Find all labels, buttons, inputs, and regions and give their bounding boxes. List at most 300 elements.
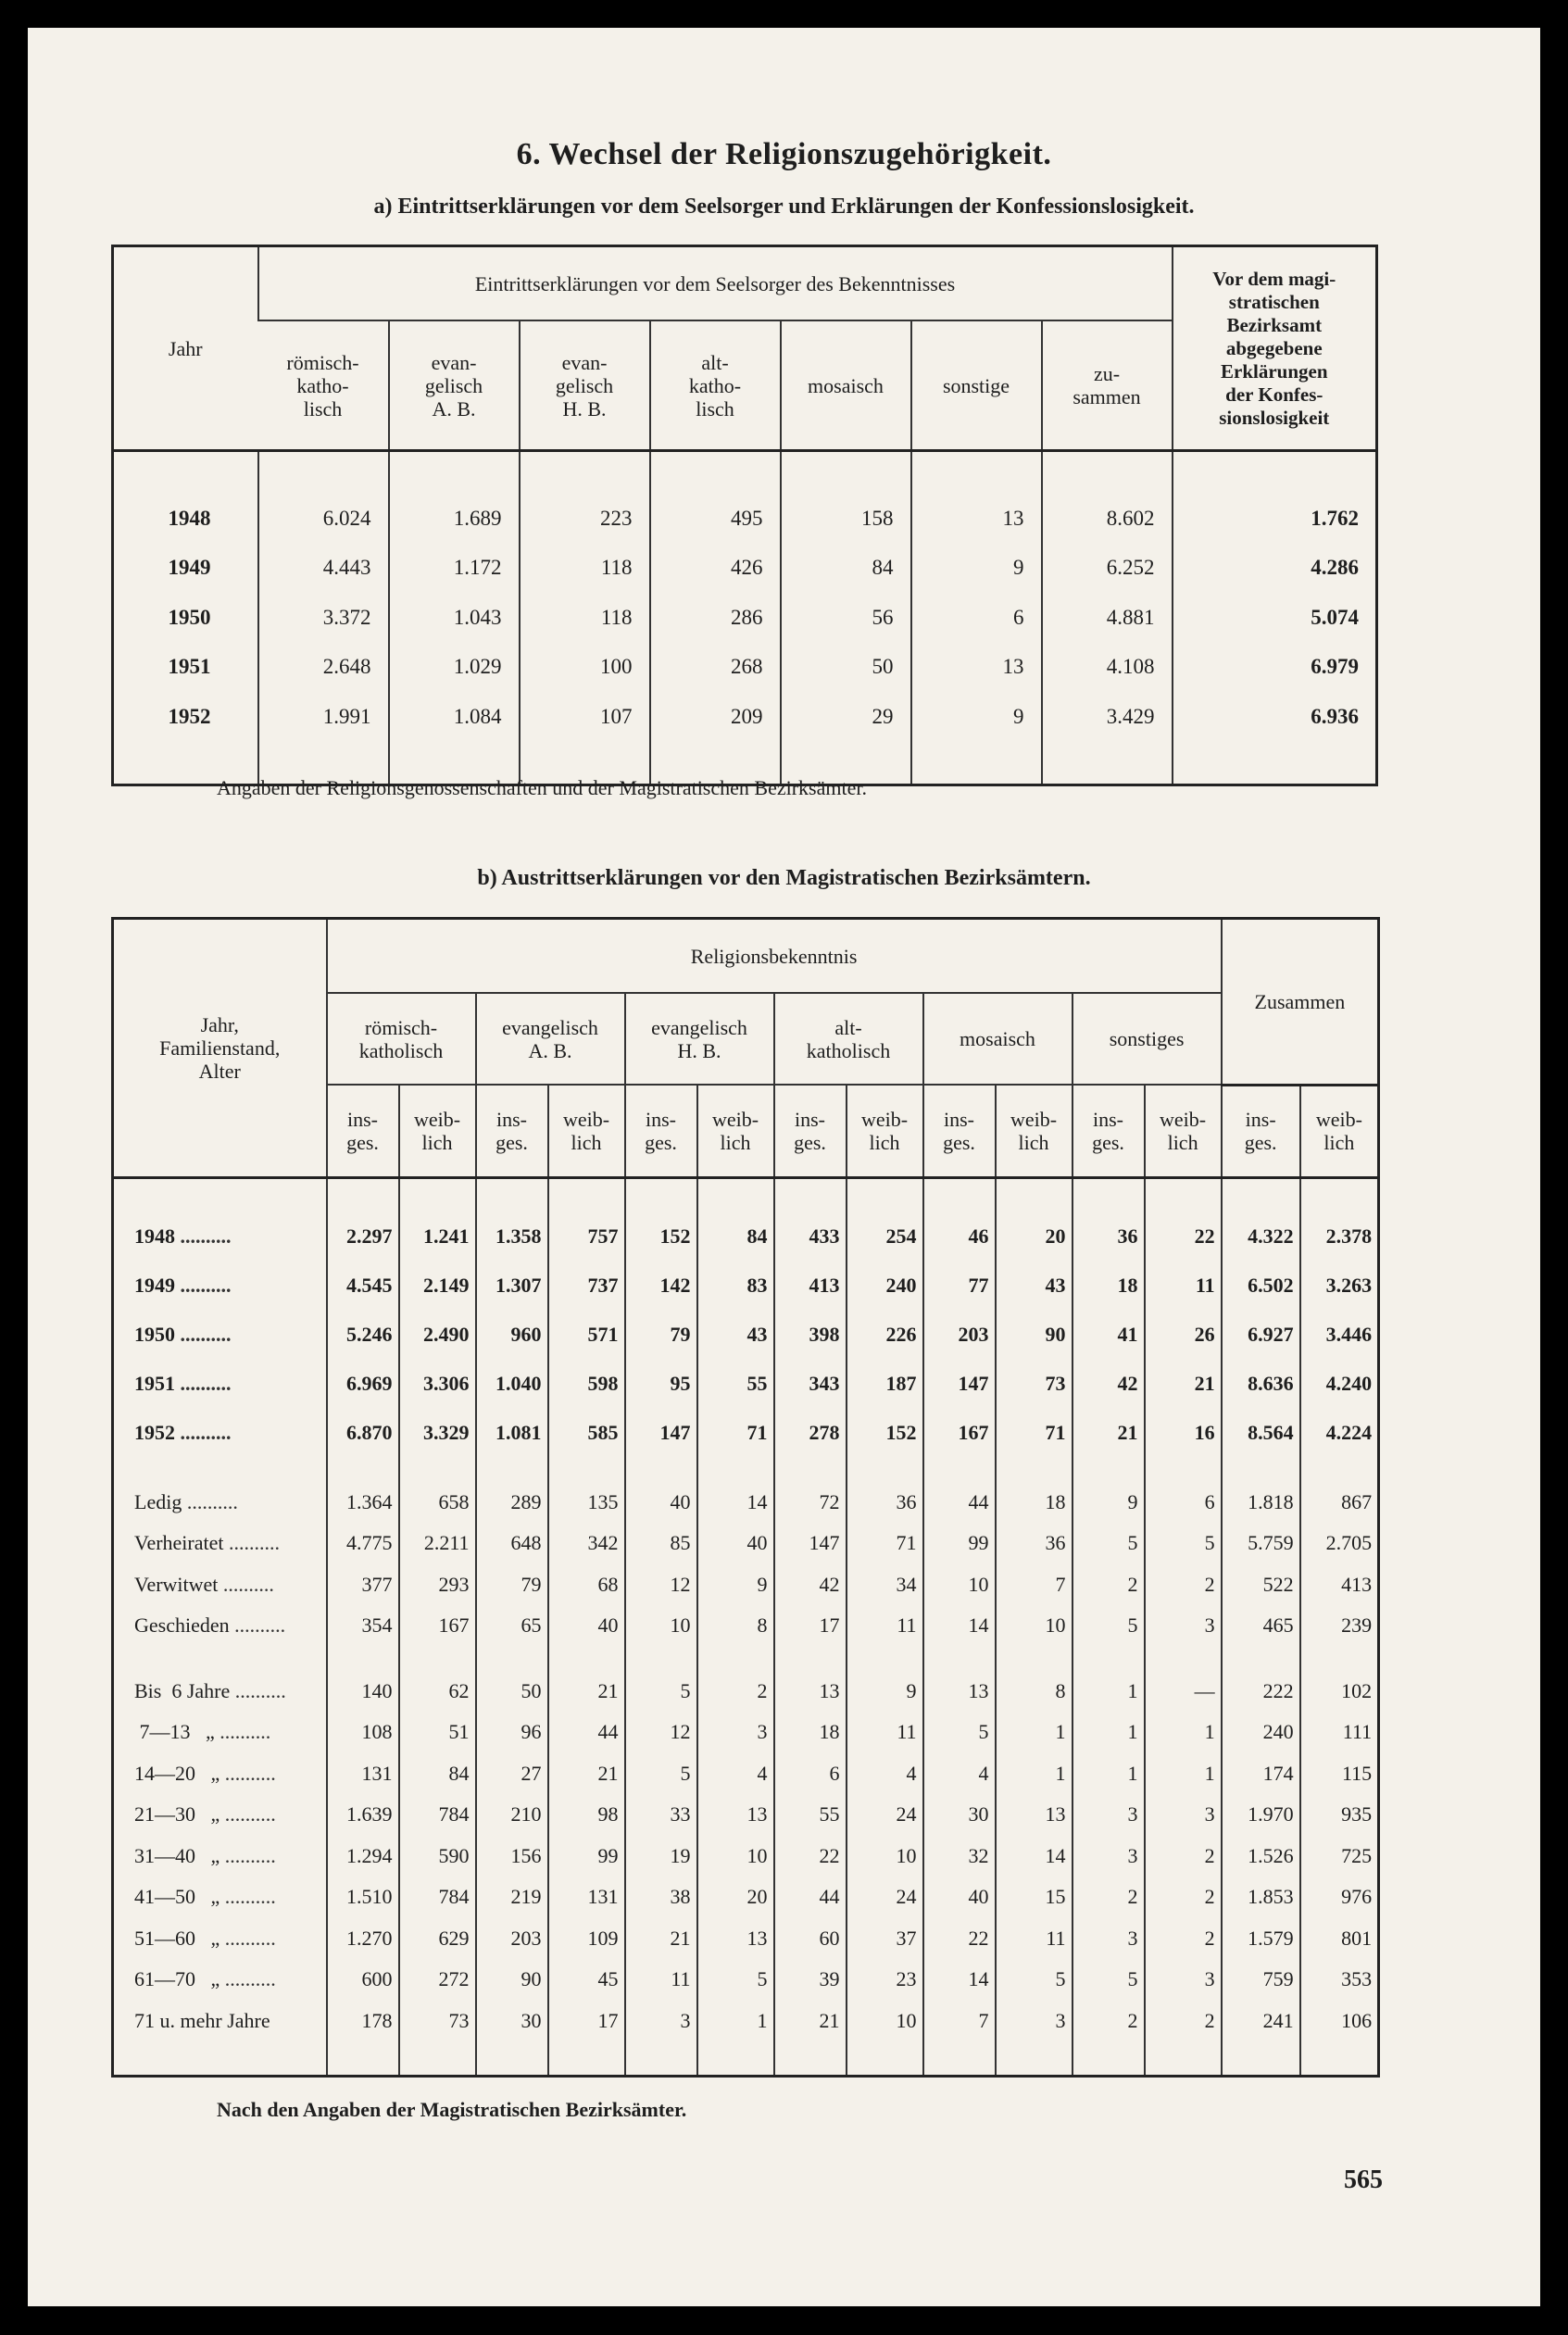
spacer-cell xyxy=(1222,1458,1300,1482)
header-line: Bezirksamt xyxy=(1226,313,1323,336)
header-line: Familienstand, xyxy=(159,1036,281,1060)
data-cell: 79 xyxy=(625,1311,697,1360)
data-cell: 2.648 xyxy=(258,643,389,693)
data-cell: 13 xyxy=(996,1794,1073,1836)
data-cell: 209 xyxy=(650,692,781,742)
data-cell: 17 xyxy=(774,1605,847,1647)
row-label xyxy=(113,1482,327,1524)
data-cell: 3 xyxy=(1145,1959,1222,2001)
row-label-text: 71 u. mehr Jahre xyxy=(134,2008,270,2032)
spacer-cell xyxy=(1073,1177,1145,1212)
data-cell: 12 xyxy=(625,1564,697,1606)
table-row xyxy=(113,1360,1379,1409)
data-cell: 4.443 xyxy=(258,544,389,594)
row-label-text: 1948 xyxy=(134,1224,175,1248)
header-line: lich xyxy=(421,1130,453,1154)
data-cell: 50 xyxy=(781,643,911,693)
row-label-text: Geschieden xyxy=(134,1613,230,1638)
spacer-cell xyxy=(1042,742,1173,785)
data-cell: 73 xyxy=(399,2001,476,2042)
data-cell: 77 xyxy=(923,1262,996,1311)
data-cell: 1.358 xyxy=(476,1212,548,1262)
leader-dots: .......... xyxy=(175,1224,232,1248)
data-cell: 22 xyxy=(923,1918,996,1960)
data-cell: 648 xyxy=(476,1523,548,1564)
data-cell: 40 xyxy=(923,1877,996,1918)
data-cell: 4.108 xyxy=(1042,643,1173,693)
spacer-cell xyxy=(847,1177,923,1212)
data-cell: 34 xyxy=(847,1564,923,1606)
table-row xyxy=(113,1523,1379,1564)
header-line: Jahr, xyxy=(200,1012,239,1036)
data-cell: 8.636 xyxy=(1222,1360,1300,1409)
data-cell: 14 xyxy=(697,1482,774,1524)
data-cell: 26 xyxy=(1145,1311,1222,1360)
data-cell: 3.446 xyxy=(1300,1311,1379,1360)
data-cell: 6.024 xyxy=(258,494,389,544)
data-cell: 590 xyxy=(399,1836,476,1877)
data-cell: 102 xyxy=(1300,1671,1379,1713)
table-b-group-col xyxy=(625,993,774,1085)
data-cell: 33 xyxy=(625,1794,697,1836)
table-b-group-col xyxy=(774,993,923,1085)
spacer-cell xyxy=(476,1458,548,1482)
spacer-cell xyxy=(697,1647,774,1671)
data-cell: 68 xyxy=(548,1564,625,1606)
data-cell: 85 xyxy=(625,1523,697,1564)
header-line: katho- xyxy=(688,373,742,397)
data-cell: 40 xyxy=(625,1482,697,1524)
data-cell: 135 xyxy=(548,1482,625,1524)
data-cell: 10 xyxy=(625,1605,697,1647)
spacer-cell xyxy=(1145,2041,1222,2077)
data-cell: 784 xyxy=(399,1877,476,1918)
data-cell: 11 xyxy=(996,1918,1073,1960)
row-label xyxy=(113,1212,327,1262)
data-cell: 1 xyxy=(1145,1712,1222,1753)
data-cell: 2.490 xyxy=(399,1311,476,1360)
data-cell: 6 xyxy=(1145,1482,1222,1524)
table-row xyxy=(113,2001,1379,2042)
data-cell: 13 xyxy=(911,494,1042,544)
table-row xyxy=(113,544,1377,594)
data-cell: 10 xyxy=(847,2001,923,2042)
spacer-cell xyxy=(327,1647,399,1671)
table-a-col-header xyxy=(781,320,911,451)
data-cell: 9 xyxy=(911,692,1042,742)
data-cell: 8 xyxy=(697,1605,774,1647)
data-cell: 433 xyxy=(774,1212,847,1262)
spacer-cell xyxy=(548,1177,625,1212)
data-cell: 44 xyxy=(923,1482,996,1524)
data-cell: 147 xyxy=(625,1409,697,1458)
data-cell: 3 xyxy=(697,1712,774,1753)
row-label xyxy=(113,1564,327,1606)
table-a-source: Angaben der Religionsgenossenschaften und der Magistratischen Bezirksämter. xyxy=(217,776,867,799)
data-cell: 71 xyxy=(847,1523,923,1564)
row-label-text: 1951 xyxy=(134,1372,175,1395)
data-cell: 167 xyxy=(923,1409,996,1458)
data-cell: 254 xyxy=(847,1212,923,1262)
row-label-text: 14—20 „ xyxy=(134,1761,220,1785)
header-line: ins- xyxy=(944,1107,974,1131)
data-cell: 3.429 xyxy=(1042,692,1173,742)
data-cell: 343 xyxy=(774,1360,847,1409)
data-cell: 100 xyxy=(520,643,650,693)
data-cell: 867 xyxy=(1300,1482,1379,1524)
subheader-insges xyxy=(1073,1085,1145,1177)
table-a-col-header xyxy=(389,320,520,451)
row-year: 1950 xyxy=(168,605,211,629)
data-cell: 377 xyxy=(327,1564,399,1606)
data-cell: 84 xyxy=(399,1753,476,1795)
spacer-cell xyxy=(996,2041,1073,2077)
data-cell: 1.294 xyxy=(327,1836,399,1877)
data-cell: 131 xyxy=(548,1877,625,1918)
table-row xyxy=(113,1409,1379,1458)
data-cell: 1 xyxy=(1073,1671,1145,1713)
spacer-cell xyxy=(113,451,258,495)
header-line: weib- xyxy=(1315,1108,1362,1131)
data-cell: 79 xyxy=(476,1564,548,1606)
page-title: 6. Wechsel der Religionszugehörigkeit. xyxy=(516,137,1052,171)
data-cell: 413 xyxy=(774,1262,847,1311)
data-cell: 51 xyxy=(399,1712,476,1753)
data-cell: 4 xyxy=(697,1753,774,1795)
header-line: evan- xyxy=(431,350,477,374)
data-cell: 2.149 xyxy=(399,1262,476,1311)
spacer-cell xyxy=(399,1177,476,1212)
row-label xyxy=(113,1360,327,1409)
data-cell: 21 xyxy=(625,1918,697,1960)
row-label-text: 1950 xyxy=(134,1323,175,1346)
spacer-cell xyxy=(650,451,781,495)
data-cell: 223 xyxy=(520,494,650,544)
data-cell: 42 xyxy=(1073,1360,1145,1409)
header-line: ins- xyxy=(646,1107,676,1131)
data-cell: 293 xyxy=(399,1564,476,1606)
data-cell: 17 xyxy=(548,2001,625,2042)
data-cell: 2 xyxy=(1145,1918,1222,1960)
table-row xyxy=(113,1918,1379,1960)
spacer-cell xyxy=(923,1177,996,1212)
table-row xyxy=(113,1262,1379,1311)
spacer-cell xyxy=(520,451,650,495)
subheader-insges xyxy=(625,1085,697,1177)
row-label xyxy=(113,1959,327,2001)
data-cell: 174 xyxy=(1222,1753,1300,1795)
data-cell: 1.364 xyxy=(327,1482,399,1524)
data-cell: 178 xyxy=(327,2001,399,2042)
row-label-text: 61—70 „ xyxy=(134,1967,220,1991)
spacer-row xyxy=(113,451,1377,495)
data-cell: 4.224 xyxy=(1300,1409,1379,1458)
data-cell: 598 xyxy=(548,1360,625,1409)
spacer-cell xyxy=(1300,1458,1379,1482)
data-cell: 976 xyxy=(1300,1877,1379,1918)
spacer-cell xyxy=(911,742,1042,785)
leader-dots: .......... xyxy=(175,1421,232,1444)
data-cell: 39 xyxy=(774,1959,847,2001)
spacer-cell xyxy=(476,2041,548,2077)
data-cell: 60 xyxy=(774,1918,847,1960)
data-cell: 13 xyxy=(697,1918,774,1960)
spacer-cell xyxy=(113,1647,327,1671)
row-label-text: 1949 xyxy=(134,1274,175,1297)
data-cell: 50 xyxy=(476,1671,548,1713)
data-cell: 118 xyxy=(520,544,650,594)
data-cell: 90 xyxy=(996,1311,1073,1360)
header-line: abgegebene xyxy=(1225,336,1323,359)
data-cell: 10 xyxy=(923,1564,996,1606)
data-cell: 585 xyxy=(548,1409,625,1458)
data-cell: 11 xyxy=(847,1605,923,1647)
table-row xyxy=(113,692,1377,742)
data-cell: 30 xyxy=(476,2001,548,2042)
data-cell: 21 xyxy=(548,1671,625,1713)
data-cell: 6.979 xyxy=(1173,643,1377,693)
header-line: zu- xyxy=(1093,362,1121,385)
spacer-cell xyxy=(1073,1458,1145,1482)
header-line: H. B. xyxy=(562,396,607,421)
data-cell: 4 xyxy=(847,1753,923,1795)
data-cell: 2 xyxy=(1073,1564,1145,1606)
table-row xyxy=(113,1311,1379,1360)
header-line: der Konfes- xyxy=(1225,383,1323,406)
data-cell: 1.081 xyxy=(476,1409,548,1458)
spacer-cell xyxy=(1073,2041,1145,2077)
data-cell: 13 xyxy=(911,643,1042,693)
data-cell: 20 xyxy=(996,1212,1073,1262)
spacer-cell xyxy=(1300,2041,1379,2077)
table-a-col-header xyxy=(650,320,781,451)
data-cell: 3 xyxy=(625,2001,697,2042)
data-cell: 2 xyxy=(1145,1564,1222,1606)
data-cell: 1.241 xyxy=(399,1212,476,1262)
data-cell: 5 xyxy=(996,1959,1073,2001)
header-line: ges. xyxy=(495,1130,528,1154)
table-a-group-header: Eintrittserklärungen vor dem Seelsorger des Bekenntnisses xyxy=(258,246,1173,321)
spacer-cell xyxy=(1300,1647,1379,1671)
data-cell: — xyxy=(1145,1671,1222,1713)
row-year: 1951 xyxy=(168,655,211,679)
table-row xyxy=(113,1712,1379,1753)
header-line: weib- xyxy=(1010,1107,1058,1131)
section-gap xyxy=(113,1647,1379,1671)
header-line: ins- xyxy=(1245,1108,1276,1131)
header-line: A. B. xyxy=(528,1038,572,1062)
subheader-insges xyxy=(774,1085,847,1177)
row-year: 1949 xyxy=(168,556,211,580)
header-line: ins- xyxy=(1093,1107,1123,1131)
data-cell: 4.775 xyxy=(327,1523,399,1564)
data-cell: 4 xyxy=(923,1753,996,1795)
data-cell: 600 xyxy=(327,1959,399,2001)
row-label-text: 7—13 „ xyxy=(134,1720,215,1744)
data-cell: 4.322 xyxy=(1222,1212,1300,1262)
header-line: Vor dem magi- xyxy=(1212,267,1336,290)
table-b-col-first xyxy=(113,919,327,1178)
data-cell: 571 xyxy=(548,1311,625,1360)
spacer-cell xyxy=(847,1458,923,1482)
leader-dots: .......... xyxy=(218,1572,274,1596)
data-cell: 1.762 xyxy=(1173,494,1377,544)
table-a-col-header xyxy=(1042,320,1173,451)
subheader-weiblich xyxy=(697,1085,774,1177)
table-b-col-zusammen: Zusammen xyxy=(1222,919,1379,1086)
data-cell: 16 xyxy=(1145,1409,1222,1458)
header-line: ges. xyxy=(943,1130,975,1154)
data-cell: 152 xyxy=(625,1212,697,1262)
header-line: weib- xyxy=(711,1107,759,1131)
spacer-cell xyxy=(625,1458,697,1482)
data-cell: 10 xyxy=(847,1836,923,1877)
header-line: lich xyxy=(720,1130,751,1154)
table-b-source: Nach den Angaben der Magistratischen Bezirksämter. xyxy=(217,2098,687,2121)
row-label xyxy=(113,1877,327,1918)
table-row xyxy=(113,1212,1379,1262)
data-cell: 56 xyxy=(781,593,911,643)
data-cell: 95 xyxy=(625,1360,697,1409)
data-cell: 2.297 xyxy=(327,1212,399,1262)
data-cell: 21 xyxy=(548,1753,625,1795)
data-cell: 226 xyxy=(847,1311,923,1360)
subheader-insges xyxy=(1222,1085,1300,1177)
data-cell: 5 xyxy=(625,1671,697,1713)
header-line: ges. xyxy=(645,1130,677,1154)
header-line: A. B. xyxy=(432,396,476,421)
data-cell: 18 xyxy=(1073,1262,1145,1311)
data-cell: 98 xyxy=(548,1794,625,1836)
data-cell: 30 xyxy=(923,1794,996,1836)
data-cell: 3 xyxy=(1145,1794,1222,1836)
row-label xyxy=(113,2001,327,2042)
data-cell: 5 xyxy=(1073,1959,1145,2001)
data-cell: 1.639 xyxy=(327,1794,399,1836)
data-cell: 37 xyxy=(847,1918,923,1960)
row-label xyxy=(113,1523,327,1564)
data-cell: 2.211 xyxy=(399,1523,476,1564)
document-page xyxy=(28,28,1540,2306)
data-cell: 1 xyxy=(996,1753,1073,1795)
data-cell: 32 xyxy=(923,1836,996,1877)
data-cell: 658 xyxy=(399,1482,476,1524)
data-cell: 1.818 xyxy=(1222,1482,1300,1524)
data-cell: 1 xyxy=(1073,1712,1145,1753)
subheader-weiblich xyxy=(996,1085,1073,1177)
data-cell: 465 xyxy=(1222,1605,1300,1647)
data-cell: 3.306 xyxy=(399,1360,476,1409)
data-cell: 73 xyxy=(996,1360,1073,1409)
page-number: 565 xyxy=(1344,2166,1383,2194)
data-cell: 44 xyxy=(774,1877,847,1918)
data-cell: 18 xyxy=(996,1482,1073,1524)
header-line: weib- xyxy=(1160,1107,1207,1131)
data-cell: 43 xyxy=(697,1311,774,1360)
spacer-cell xyxy=(1222,1647,1300,1671)
row-label-text: 41—50 „ xyxy=(134,1885,220,1909)
header-line: lisch xyxy=(303,396,343,421)
row-label xyxy=(113,1409,327,1458)
header-line: sonstige xyxy=(942,373,1010,397)
data-cell: 629 xyxy=(399,1918,476,1960)
data-cell: 1 xyxy=(697,2001,774,2042)
data-cell: 22 xyxy=(774,1836,847,1877)
data-cell: 15 xyxy=(996,1877,1073,1918)
row-label xyxy=(113,1753,327,1795)
spacer-cell xyxy=(1145,1458,1222,1482)
table-b-group-col xyxy=(923,993,1073,1085)
data-cell: 36 xyxy=(1073,1212,1145,1262)
table-row xyxy=(113,1794,1379,1836)
table-row xyxy=(113,1753,1379,1795)
data-cell: 3 xyxy=(1073,1836,1145,1877)
data-cell: 960 xyxy=(476,1311,548,1360)
header-line: römisch- xyxy=(364,1015,438,1039)
data-cell: 268 xyxy=(650,643,781,693)
data-cell: 10 xyxy=(697,1836,774,1877)
subheader-weiblich xyxy=(847,1085,923,1177)
data-cell: 84 xyxy=(781,544,911,594)
header-line: römisch- xyxy=(286,350,359,374)
header-line: mosaisch xyxy=(808,373,884,397)
data-cell: 41 xyxy=(1073,1311,1145,1360)
row-label xyxy=(113,1794,327,1836)
data-cell: 272 xyxy=(399,1959,476,2001)
spacer-cell xyxy=(774,1177,847,1212)
header-line: lich xyxy=(1167,1130,1198,1154)
data-cell: 9 xyxy=(847,1671,923,1713)
data-cell: 353 xyxy=(1300,1959,1379,2001)
spacer-cell xyxy=(1173,451,1377,495)
spacer-cell xyxy=(1300,1177,1379,1212)
data-cell: 44 xyxy=(548,1712,625,1753)
row-label xyxy=(113,1712,327,1753)
data-cell: 1.579 xyxy=(1222,1918,1300,1960)
data-cell: 413 xyxy=(1300,1564,1379,1606)
subheader-weiblich xyxy=(1145,1085,1222,1177)
data-cell: 1.172 xyxy=(389,544,520,594)
data-cell: 99 xyxy=(923,1523,996,1564)
table-row xyxy=(113,643,1377,693)
data-cell: 2 xyxy=(697,1671,774,1713)
header-line: sammen xyxy=(1073,385,1141,408)
data-cell: 21 xyxy=(774,2001,847,2042)
data-cell: 106 xyxy=(1300,2001,1379,2042)
table-row xyxy=(113,1482,1379,1524)
header-line: stratischen xyxy=(1228,290,1320,313)
spacer-cell xyxy=(327,2041,399,2077)
spacer-cell xyxy=(327,1458,399,1482)
data-cell: 55 xyxy=(697,1360,774,1409)
data-cell: 27 xyxy=(476,1753,548,1795)
data-cell: 12 xyxy=(625,1712,697,1753)
data-cell: 7 xyxy=(996,1564,1073,1606)
data-cell: 156 xyxy=(476,1836,548,1877)
data-cell: 142 xyxy=(625,1262,697,1311)
row-label-text: Bis 6 Jahre xyxy=(134,1678,231,1702)
data-cell: 6.502 xyxy=(1222,1262,1300,1311)
data-cell: 90 xyxy=(476,1959,548,2001)
header-line: lich xyxy=(869,1130,900,1154)
data-cell: 158 xyxy=(781,494,911,544)
row-label-text: 1952 xyxy=(134,1421,175,1444)
subheader-insges xyxy=(476,1085,548,1177)
subheader-weiblich xyxy=(548,1085,625,1177)
data-cell: 278 xyxy=(774,1409,847,1458)
data-cell: 38 xyxy=(625,1877,697,1918)
spacer-cell xyxy=(399,2041,476,2077)
